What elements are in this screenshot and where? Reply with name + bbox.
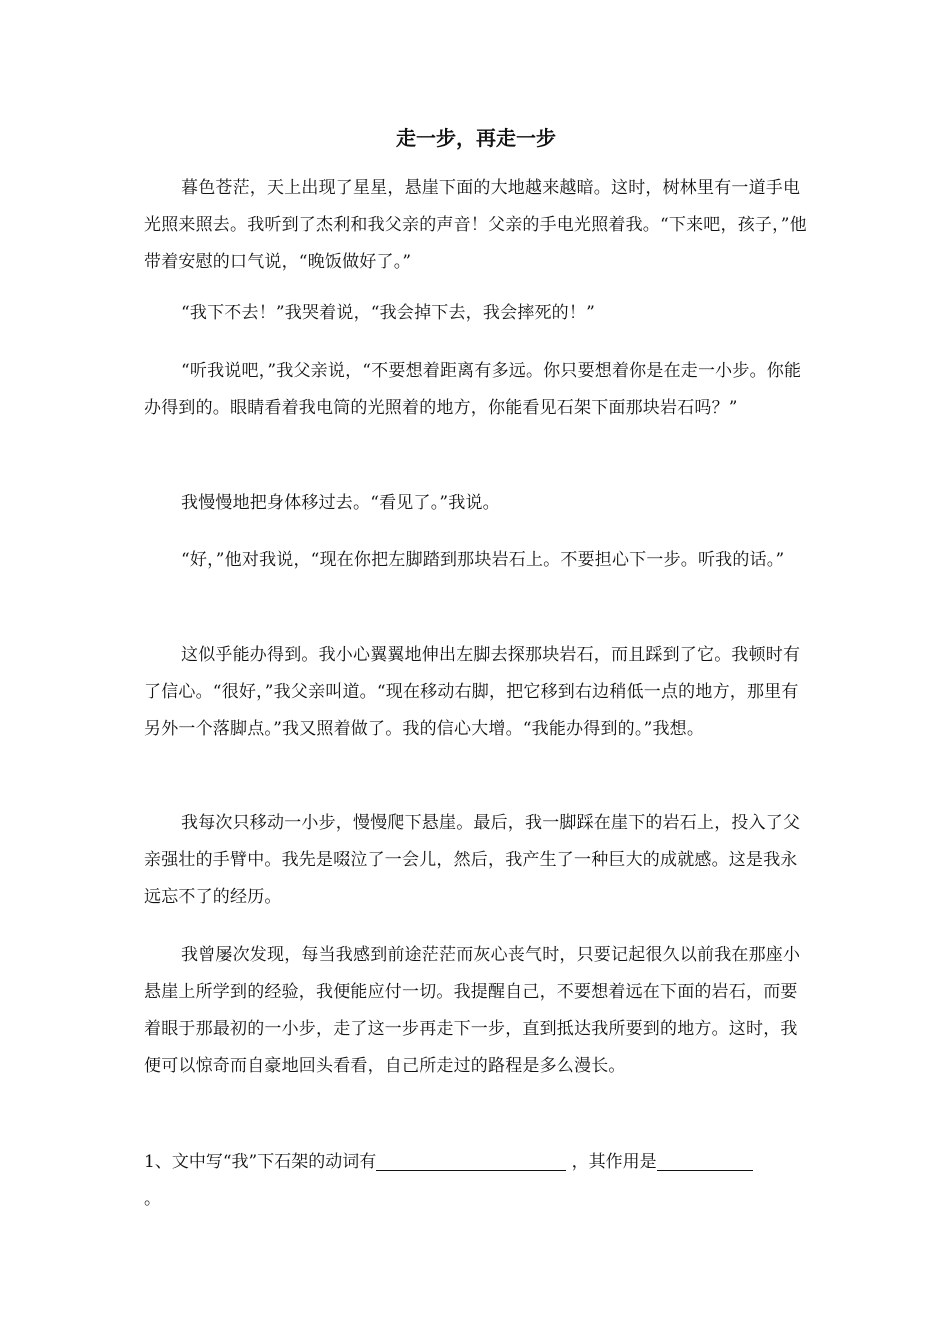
paragraph-8: 我曾屡次发现，每当我感到前途茫茫而灰心丧气时，只要记起很久以前我在那座小悬崖上所学到的经验，我便能应付一切。我提醒自己，不要想着远在下面的岩石，而要着眼于那最初的一小步，走了这一步再走下一步，直到抵达我所要到的地方。这时，我便可以惊奇而自豪地回头看看，自己所走过的路程是多么漫长。 bbox=[144, 945, 801, 1076]
answer-blank-effect[interactable] bbox=[657, 1150, 753, 1171]
document-title: 走一步，再走一步 bbox=[396, 126, 556, 150]
paragraph-5: “好，”他对我说，“现在你把左脚踏到那块岩石上。不要担心下一步。听我的话。” bbox=[181, 550, 785, 570]
paragraph-2: “我下不去！”我哭着说，“我会掉下去，我会摔死的！” bbox=[181, 303, 595, 323]
paragraph-6: 这似乎能办得到。我小心翼翼地伸出左脚去探那块岩石，而且踩到了它。我顿时有了信心。“很好，”我父亲叫道。“现在移动右脚，把它移到右边稍低一点的地方，那里有另外一个落脚点。”我又照着做了。我的信心大增。“我能办得到的。”我想。 bbox=[144, 645, 801, 739]
paragraph-1: 暮色苍茫，天上出现了星星，悬崖下面的大地越来越暗。这时，树林里有一道手电光照来照去。我听到了杰利和我父亲的声音！父亲的手电光照着我。“下来吧，孩子，”他带着安慰的口气说，“晚饭做好了。” bbox=[144, 178, 807, 272]
question-1 bbox=[144, 1144, 808, 1218]
question-1-suffix: 。 bbox=[144, 1189, 161, 1209]
paragraph-3: “听我说吧，”我父亲说，“不要想着距离有多远。你只要想着你是在走一小步。你能办得到的。眼睛看着我电筒的光照着的地方，你能看见石架下面那块岩石吗？” bbox=[144, 361, 802, 418]
paragraph-7: 我每次只移动一小步，慢慢爬下悬崖。最后，我一脚踩在崖下的岩石上，投入了父亲强壮的手臂中。我先是啜泣了一会儿，然后，我产生了一种巨大的成就感。这是我永远忘不了的经历。 bbox=[144, 813, 801, 907]
paragraph-4: 我慢慢地把身体移过去。“看见了。”我说。 bbox=[181, 493, 500, 513]
question-1-prefix: 1、文中写“我”下石架的动词有 bbox=[144, 1152, 377, 1172]
answer-blank-verbs[interactable] bbox=[376, 1150, 566, 1171]
question-1-middle: ，其作用是 bbox=[571, 1152, 657, 1172]
